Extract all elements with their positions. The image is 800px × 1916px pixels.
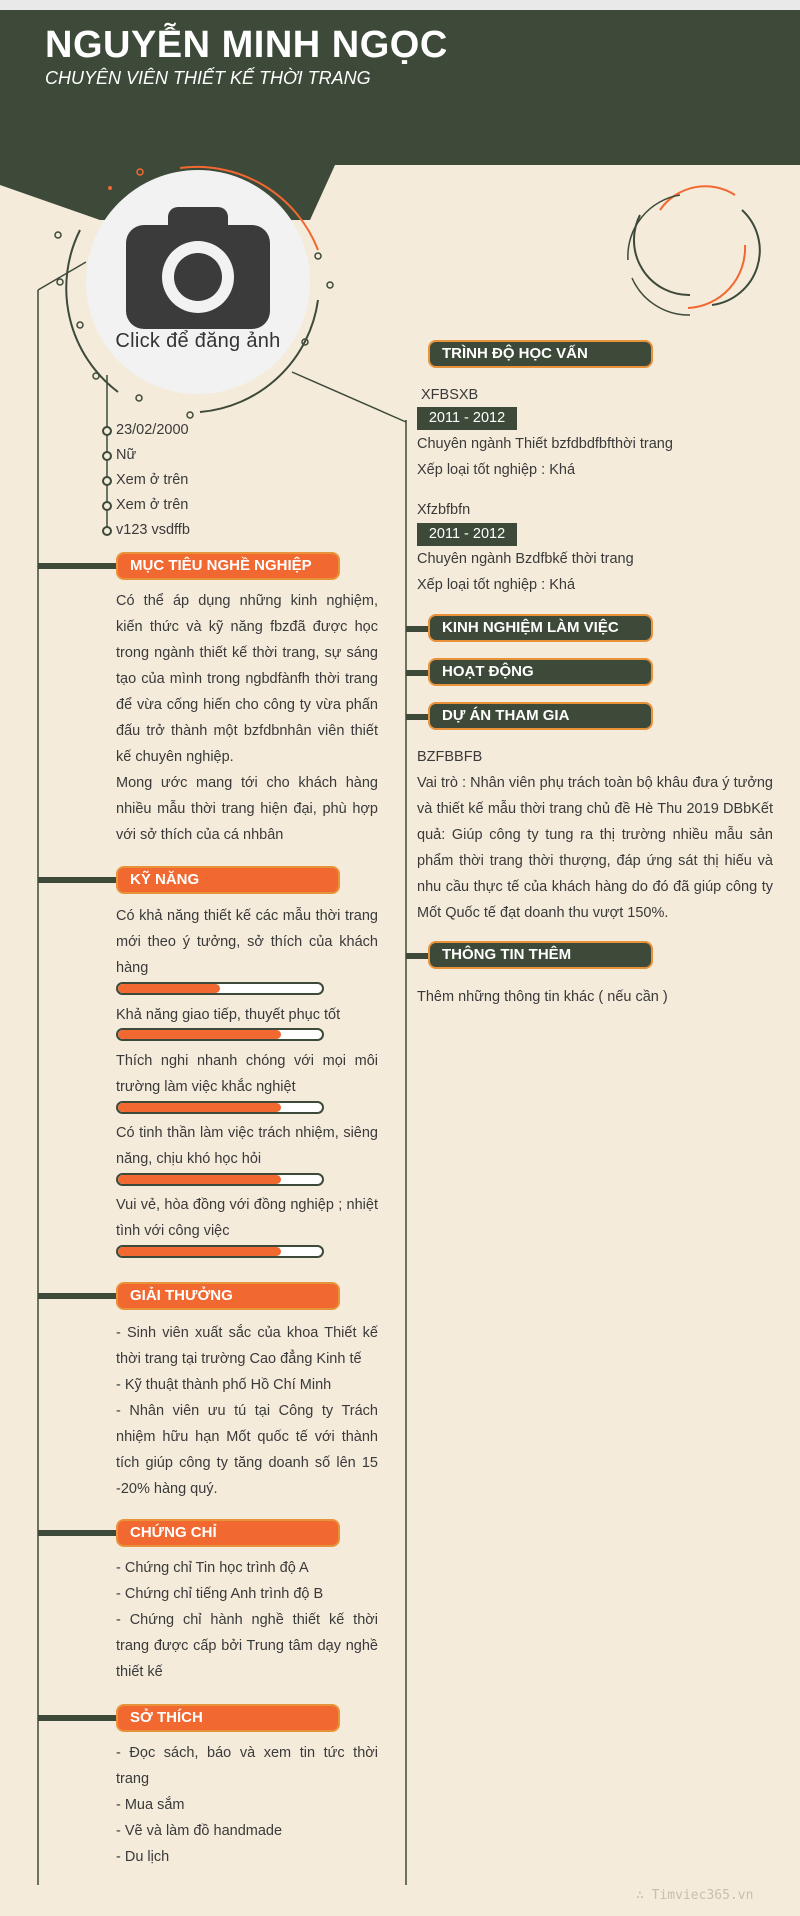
skill-bar-5 xyxy=(116,1245,324,1258)
project-name: BZFBBFB xyxy=(417,749,483,765)
skill-text-3: Thích nghi nhanh chóng với mọi môi trường làm việc khắc nghiệt xyxy=(116,1053,378,1095)
certificate-item-1: - Chứng chỉ Tin học trình độ A xyxy=(116,1560,309,1576)
section-title-awards: GIẢI THƯỞNG xyxy=(116,1282,340,1310)
section-title-activities: HOẠT ĐỘNG xyxy=(428,658,653,686)
education-school-2: Xfzbfbfn xyxy=(417,502,471,518)
hobbies-list xyxy=(116,1740,378,1870)
section-connector xyxy=(38,1715,118,1721)
skill-text-5: Vui vẻ, hòa đồng với đồng nghiệp ; nhiệt tình với công việc xyxy=(116,1197,378,1239)
section-title-education: TRÌNH ĐỘ HỌC VẤN xyxy=(428,340,653,368)
certificate-item-3: - Chứng chỉ hành nghề thiết kế thời trang được cấp bởi Trung tâm dạy nghề thiết kế xyxy=(116,1612,378,1680)
skill-bar-2 xyxy=(116,1028,324,1041)
education-grade-1: Xếp loại tốt nghiệp : Khá xyxy=(417,462,576,478)
section-connector xyxy=(38,1293,118,1299)
skill-fill-1 xyxy=(118,984,220,993)
section-title-projects: DỰ ÁN THAM GIA xyxy=(428,702,653,730)
objective-text xyxy=(116,588,378,848)
education-major-1: Chuyên ngành Thiết bzfdbdfbfthời trang xyxy=(417,436,673,452)
award-item-3: - Nhân viên ưu tú tại Công ty Trách nhiệm hữu hạn Mốt quốc tế với thành tích giúp công ty tăng doanh số lên 15 -20% hàng quý. xyxy=(116,1403,378,1497)
info-email: Xem ở trên xyxy=(116,497,189,513)
candidate-name: NGUYỄN MINH NGỌC xyxy=(45,24,448,66)
skill-fill-4 xyxy=(118,1175,281,1184)
project-description: Vai trò : Nhân viên phụ trách toàn bộ khâu đưa ý tưởng và thiết kế mẫu thời trang chủ đề Hè Thu 2019 DBbKết quả: Giúp công ty tung ra thị trường nhiều mẫu sản phẩm thời trang thời thượng, đáp ứng sát thị hiếu và nhu cầu thực tế của khách hàng do đó đã giúp công ty Mốt Quốc tế đạt doanh thu vượt 150%. xyxy=(417,775,773,921)
skill-bar-3 xyxy=(116,1101,324,1114)
section-connector xyxy=(406,670,430,676)
section-connector xyxy=(38,563,118,569)
skill-fill-3 xyxy=(118,1103,281,1112)
watermark: ∴ Timviec365.vn xyxy=(636,1888,754,1903)
education-grade-2: Xếp loại tốt nghiệp : Khá xyxy=(417,577,576,593)
skill-text-2: Khả năng giao tiếp, thuyết phục tốt xyxy=(116,1007,341,1023)
section-title-certificates: CHỨNG CHỈ xyxy=(116,1519,340,1547)
objective-paragraph-2: Mong ước mang tới cho khách hàng nhiều mẫu thời trang hiện đại, phù hợp với sở thích của cá nhbân xyxy=(116,775,378,843)
skill-fill-2 xyxy=(118,1030,281,1039)
award-item-2: - Kỹ thuật thành phố Hồ Chí Minh xyxy=(116,1377,332,1393)
info-address: v123 vsdffb xyxy=(116,522,190,538)
hobby-item-4: - Du lịch xyxy=(116,1849,170,1865)
section-title-extra-info: THÔNG TIN THÊM xyxy=(428,941,653,969)
skill-text-1: Có khả năng thiết kế các mẫu thời trang mới theo ý tưởng, sở thích của khách hàng xyxy=(116,908,378,976)
skill-fill-5 xyxy=(118,1247,281,1256)
photo-upload[interactable] xyxy=(86,170,310,394)
section-connector xyxy=(406,714,430,720)
section-connector xyxy=(38,877,118,883)
awards-list xyxy=(116,1320,378,1502)
education-years-2: 2011 - 2012 xyxy=(417,523,517,546)
section-title-skills: KỸ NĂNG xyxy=(116,866,340,894)
section-connector xyxy=(406,953,430,959)
education-years-1: 2011 - 2012 xyxy=(417,407,517,430)
info-gender: Nữ xyxy=(116,447,137,463)
photo-upload-label: Click để đăng ảnh xyxy=(115,330,281,352)
certificate-item-2: - Chứng chỉ tiếng Anh trình độ B xyxy=(116,1586,324,1602)
section-connector xyxy=(406,626,430,632)
camera-icon xyxy=(126,203,270,329)
hobby-item-3: - Vẽ và làm đồ handmade xyxy=(116,1823,283,1839)
certificates-list xyxy=(116,1555,378,1685)
section-title-hobbies: SỞ THÍCH xyxy=(116,1704,340,1732)
skill-bar-1 xyxy=(116,982,324,995)
section-title-objective: MỤC TIÊU NGHỀ NGHIỆP xyxy=(116,552,340,580)
hobby-item-1: - Đọc sách, báo và xem tin tức thời trang xyxy=(116,1745,378,1787)
award-item-1: - Sinh viên xuất sắc của khoa Thiết kế thời trang tại trường Cao đẳng Kinh tế xyxy=(116,1325,378,1367)
section-connector xyxy=(38,1530,118,1536)
extra-info-text: Thêm những thông tin khác ( nếu cần ) xyxy=(417,989,668,1005)
education-school-1: XFBSXB xyxy=(421,387,479,403)
job-title: CHUYÊN VIÊN THIẾT KẾ THỜI TRANG xyxy=(45,68,371,88)
skill-bar-4 xyxy=(116,1173,324,1186)
skill-text-4: Có tinh thần làm việc trách nhiệm, siêng năng, chịu khó học hỏi xyxy=(116,1125,378,1167)
objective-paragraph-1: Có thể áp dụng những kinh nghiệm, kiến thức và kỹ năng fbzđã được học trong ngành thiết kế thời trang, sự sáng tạo của mình trong ngbdfànfh thời trang để vừa cống hiến cho công ty vừa phấn đấu trở thành một bzfdbnhân viên thiết kế chuyên nghiệp. xyxy=(116,593,378,765)
hobby-item-2: - Mua sắm xyxy=(116,1797,185,1813)
education-major-2: Chuyên ngành Bzdfbkế thời trang xyxy=(417,551,634,567)
info-phone: Xem ở trên xyxy=(116,472,189,488)
section-title-experience: KINH NGHIỆM LÀM VIỆC xyxy=(428,614,653,642)
info-birthdate: 23/02/2000 xyxy=(116,422,189,438)
